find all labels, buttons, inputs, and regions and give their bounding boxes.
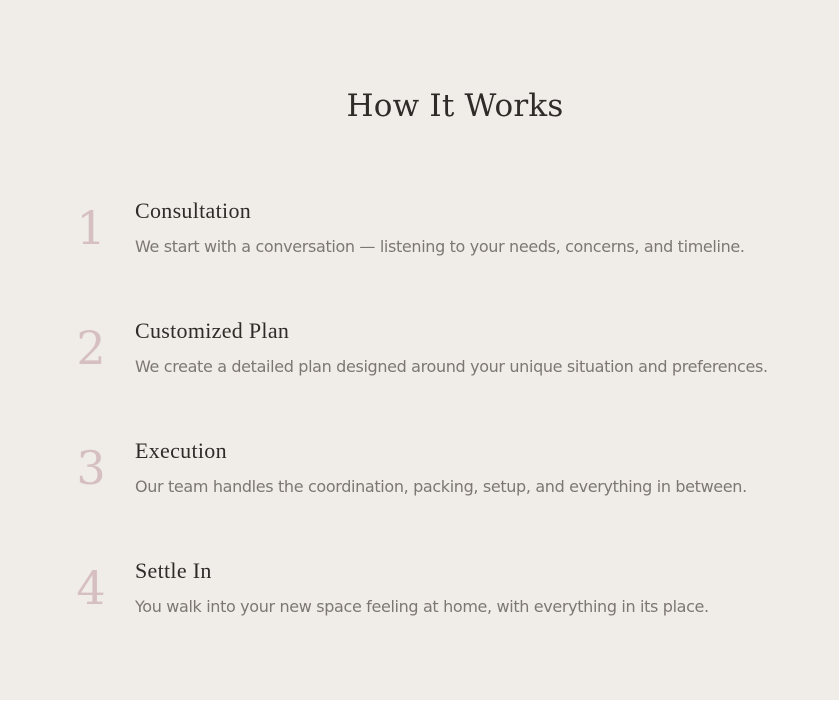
step-description: We start with a conversation — listening to your needs, concerns, and timeline. <box>135 237 745 256</box>
step-number: 4 <box>76 561 106 615</box>
step-item-execution <box>0 436 839 516</box>
step-title: Customized Plan <box>135 318 290 343</box>
step-title: Settle In <box>135 558 212 583</box>
step-number: 2 <box>76 321 106 375</box>
step-item-consultation <box>0 196 839 276</box>
step-description: You walk into your new space feeling at home, with everything in its place. <box>135 597 709 616</box>
step-number: 1 <box>76 201 106 255</box>
step-number: 3 <box>76 441 106 495</box>
step-description: We create a detailed plan designed around your unique situation and preferences. <box>135 357 768 376</box>
step-item-settle-in <box>0 556 839 636</box>
step-title: Execution <box>135 438 227 463</box>
step-description: Our team handles the coordination, packing, setup, and everything in between. <box>135 477 747 496</box>
step-item-customized-plan <box>0 316 839 396</box>
section-title: How It Works <box>346 88 564 124</box>
step-title: Consultation <box>135 198 252 223</box>
